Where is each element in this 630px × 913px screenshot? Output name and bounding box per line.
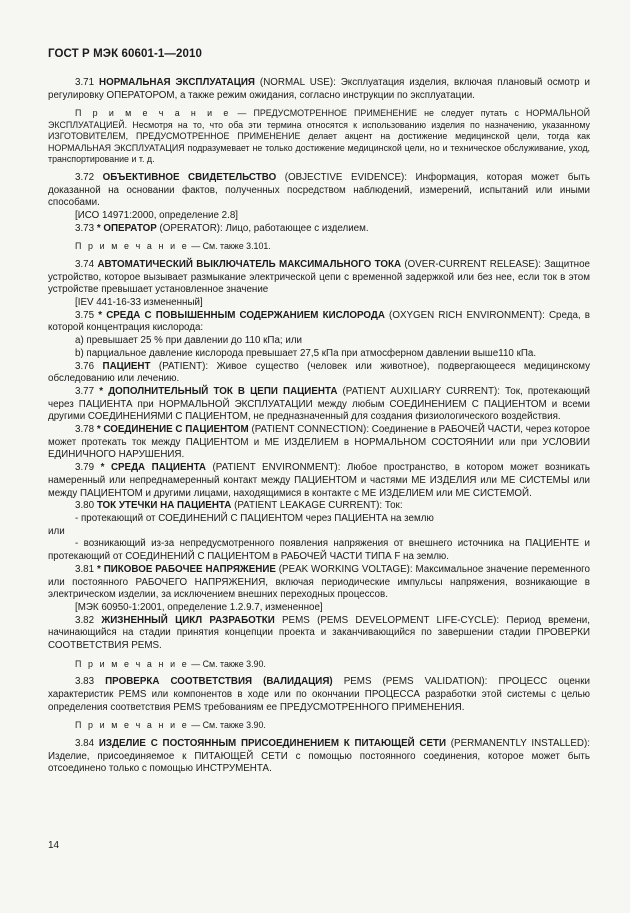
entry-text: (PATIENT AUXILIARY CURRENT): Ток, протекающий через ПАЦИЕНТА при НОРМАЛЬНОЙ ЭКСПЛУАТАЦИИ между любым СОЕДИНЕНИЕМ С ПАЦИЕНТОМ и всеми другими СОЕДИНЕНИЯМИ С ПАЦИЕНТОМ, не предназначенный для создания физиологического воздействия. <box>48 385 590 423</box>
entry-3-80 <box>48 500 590 513</box>
note-3-73 <box>48 241 590 253</box>
entry-3-75-item-b: b) парциальное давление кислорода превышает 27,5 кПа при атмосферном давлении выше110 кПа. <box>75 347 537 359</box>
entry-number: 3.83 <box>75 676 95 688</box>
entry-3-80-or: или <box>48 525 65 537</box>
entry-text: (PEAK WORKING VOLTAGE): Максимальное значение переменного или постоянного РАБОЧЕГО НАПРЯЖЕНИЯ, включая периодические импульсы напряжения, возникающие в электрическом изделии, за исключением внешних переходных процессов. <box>48 563 590 601</box>
entry-text: PEMS (PEMS DEVELOPMENT LIFE-CYCLE): Период времени, начинающийся на стадии принятия концепции проекта и заканчивающийся по завершении стадии ПРОВЕРКИ СООТВЕТСТВИЯ PEMS. <box>48 614 590 652</box>
entry-term: ЖИЗНЕННЫЙ ЦИКЛ РАЗРАБОТКИ <box>101 614 275 626</box>
entry-3-79 <box>48 462 590 500</box>
entry-term: АВТОМАТИЧЕСКИЙ ВЫКЛЮЧАТЕЛЬ МАКСИМАЛЬНОГО ТОКА <box>97 258 402 270</box>
entry-term: ПИКОВОЕ РАБОЧЕЕ НАПРЯЖЕНИЕ <box>103 563 276 575</box>
entry-star: * <box>98 309 103 321</box>
entry-term: ОПЕРАТОР <box>103 222 157 234</box>
entry-3-82 <box>48 615 590 653</box>
entry-star: * <box>96 222 101 234</box>
entry-number: 3.78 <box>75 424 95 436</box>
entry-term: СОЕДИНЕНИЕ С ПАЦИЕНТОМ <box>103 424 249 436</box>
entry-number: 3.77 <box>75 385 95 397</box>
entry-text: (NORMAL USE): Эксплуатация изделия, включая плановый осмотр и регулировку ОПЕРАТОРОМ, а также режим ожидания, согласно инструкции по эксплуатации. <box>48 77 590 101</box>
entry-3-83 <box>48 676 590 714</box>
entry-3-76 <box>48 361 590 386</box>
entry-text: (PATIENT CONNECTION): Соединение в РАБОЧЕЙ ЧАСТИ, через которое может протекать ток между ПАЦИЕНТОМ и МЕ ИЗДЕЛИЕМ в НОРМАЛЬНОМ СОСТОЯНИИ или при УСЛОВИИ ЕДИНИЧНОГО НАРУШЕНИЯ. <box>48 424 590 461</box>
entry-number: 3.75 <box>75 309 95 321</box>
entry-text: (PATIENT LEAKAGE CURRENT): Ток: <box>231 500 403 512</box>
entry-3-78 <box>48 424 590 462</box>
entry-number: 3.71 <box>75 77 95 88</box>
entry-term: ИЗДЕЛИЕ С ПОСТОЯННЫМ ПРИСОЕДИНЕНИЕМ К ПИТАЮЩЕЙ СЕТИ <box>98 737 447 749</box>
entry-star: * <box>96 424 101 436</box>
document-body <box>48 77 590 776</box>
standard-header: ГОСТ Р МЭК 60601-1—2010 <box>48 48 202 60</box>
entry-text: (OXYGEN RICH ENVIRONMENT): Среда, в которой концентрация кислорода: <box>48 309 590 334</box>
entry-3-75 <box>48 310 590 335</box>
page-number: 14 <box>48 840 60 851</box>
entry-term: СРЕДА ПАЦИЕНТА <box>110 462 207 474</box>
note-3-71 <box>48 108 590 166</box>
note-text: — См. также 3.90. <box>188 658 266 669</box>
entry-star: * <box>99 385 104 397</box>
entry-number: 3.73 <box>75 222 95 234</box>
entry-text: (OBJECTIVE EVIDENCE): Информация, которая может быть доказанной на основании фактов, полученных посредством наблюдений, измерений, испытаний или иными способами. <box>48 171 590 209</box>
entry-3-74 <box>48 259 590 297</box>
entry-3-72 <box>48 172 590 210</box>
entry-number: 3.82 <box>75 614 95 626</box>
note-3-83 <box>48 720 590 732</box>
entry-term: ПРОВЕРКА СООТВЕТСТВИЯ (ВАЛИДАЦИЯ) <box>105 676 333 688</box>
entry-text: (OVER-CURRENT RELEASE): Защитное устройство, которое вызывает размыкание электрической цепи с временной задержкой или без нее, если ток в этом устройстве превышает установленное значение <box>48 258 590 296</box>
note-label: П р и м е ч а н и е <box>75 658 189 669</box>
entry-3-77 <box>48 386 590 424</box>
entry-text: (PATIENT ENVIRONMENT): Любое пространство, в котором может возникать намеренный или непреднамеренный контакт между ПАЦИЕНТОМ и частями МЕ ИЗДЕЛИЯ или МЕ СИСТЕМЫ или между ПАЦИЕНТОМ и другими лицами, находящимися в контакте с МЕ ИЗДЕЛИЕМ или МЕ СИСТЕМОЙ. <box>48 462 590 499</box>
entry-number: 3.80 <box>75 500 95 512</box>
entry-term: ОБЪЕКТИВНОЕ СВИДЕТЕЛЬСТВО <box>102 171 277 183</box>
entry-term: ТОК УТЕЧКИ НА ПАЦИЕНТА <box>96 500 232 512</box>
entry-star: * <box>100 462 105 474</box>
entry-text: (PATIENT): Живое существо (человек или животное), подвергающееся медицинскому обследованию или лечению. <box>48 360 590 385</box>
entry-term: СРЕДА С ПОВЫШЕННЫМ СОДЕРЖАНИЕМ КИСЛОРОДА <box>106 309 385 321</box>
entry-number: 3.74 <box>75 258 95 270</box>
entry-text: (OPERATOR): Лицо, работающее с изделием. <box>156 222 369 234</box>
entry-3-71 <box>48 77 590 102</box>
note-text: — См. также 3.101. <box>188 241 271 252</box>
entry-3-84 <box>48 738 590 776</box>
entry-3-73 <box>48 223 590 236</box>
note-text: — ПРЕДУСМОТРЕННОЕ ПРИМЕНЕНИЕ не следует путать с НОРМАЛЬНОЙ ЭКСПЛУАТАЦИЕЙ. Несмотря на то, что оба эти термина относятся к использованию изделия по назначению, указанному ИЗГОТОВИТЕЛЕМ, ПРЕДУСМОТРЕННОЕ ПРИМЕНЕНИЕ делает акцент на достижение медицинской цели, тогда как НОРМАЛЬНАЯ ЭКСПЛУАТАЦИЯ подразумевает не только достижение медицинской цели, но и техническое обслуживание, уход, транспортирование и т. д. <box>48 108 590 165</box>
entry-text: PEMS (PEMS VALIDATION): ПРОЦЕСС оценки характеристик PEMS или компонентов в ходе или по окончании ПРОЦЕССА разработки этой системы с целью определения соответствия PEMS требованиям ее ПРЕДУСМОТРЕННОГО ПРИМЕНЕНИЯ. <box>48 676 590 713</box>
entry-3-75-item-a: а) превышает 25 % при давлении до 110 кПа; или <box>75 335 303 347</box>
entry-term: НОРМАЛЬНАЯ ЭКСПЛУАТАЦИЯ <box>99 77 255 88</box>
entry-term: ДОПОЛНИТЕЛЬНЫЙ ТОК В ЦЕПИ ПАЦИЕНТА <box>108 385 338 397</box>
entry-number: 3.79 <box>75 462 95 474</box>
entry-3-80-item-1: - протекающий от СОЕДИНЕНИЙ С ПАЦИЕНТОМ через ПАЦИЕНТА на землю <box>75 512 434 524</box>
entry-star: * <box>96 563 101 575</box>
entry-number: 3.72 <box>75 171 95 183</box>
note-text: — См. также 3.90. <box>188 720 266 731</box>
entry-3-81 <box>48 564 590 602</box>
note-label: П р и м е ч а н и е <box>75 720 189 731</box>
entry-term: ПАЦИЕНТ <box>102 360 151 372</box>
note-label: П р и м е ч а н и е <box>75 108 231 119</box>
entry-3-72-reference: [ИСО 14971:2000, определение 2.8] <box>75 210 239 222</box>
entry-number: 3.81 <box>75 563 95 575</box>
entry-3-81-reference: [МЭК 60950-1:2001, определение 1.2.9.7, измененное] <box>75 601 323 613</box>
entry-number: 3.76 <box>75 360 95 372</box>
entry-3-74-reference: [IEV 441-16-33 измененный] <box>75 297 203 309</box>
entry-3-80-item-2: - возникающий из-за непредусмотренного появления напряжения от внешнего источника на ПАЦИЕНТЕ и протекающий от СОЕДИНЕНИЙ С ПАЦИЕНТОМ в РАБОЧЕЙ ЧАСТИ ТИПА F на землю. <box>48 538 590 563</box>
entry-number: 3.84 <box>75 737 95 749</box>
entry-text: (PERMANENTLY INSTALLED): Изделие, присоединяемое к ПИТАЮЩЕЙ СЕТИ с помощью постоянного соединения, которое может быть отсоединено только с помощью ИНСТРУМЕНТА. <box>48 737 590 775</box>
note-3-82 <box>48 659 590 671</box>
note-label: П р и м е ч а н и е <box>75 241 189 252</box>
